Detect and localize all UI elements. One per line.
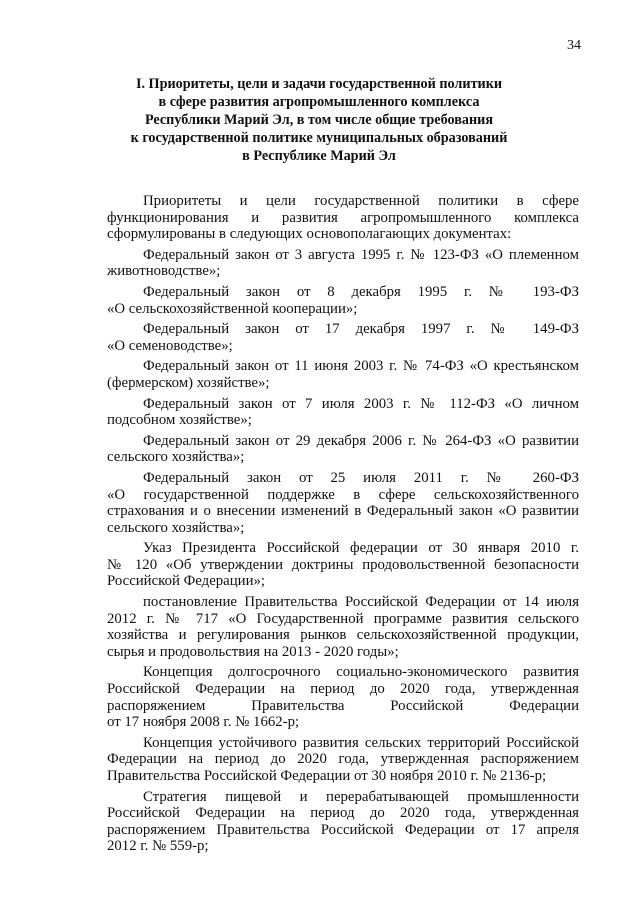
paragraph-line: подсобном хозяйстве»; — [107, 412, 252, 429]
paragraph-line: распоряжением Правительства Российской Федерации от 17 апреля — [107, 821, 579, 838]
paragraph-line: Федеральный закон от 29 декабря 2006 г. № 264-ФЗ «О развитии — [143, 432, 579, 449]
paragraph-line: Приоритеты и цели государственной политики в сфере — [143, 193, 579, 209]
paragraph-line: Федеральный закон от 3 августа 1995 г. № 123-ФЗ «О племенном — [143, 246, 579, 263]
page-number: 34 — [567, 38, 581, 53]
paragraph-line: Федеральный закон от 7 июля 2003 г. № 112-ФЗ «О личном — [143, 395, 579, 412]
paragraph-line: (фермерском) хозяйстве»; — [107, 374, 270, 391]
paragraph-line: от 17 ноября 2008 г. № 1662-р; — [107, 714, 300, 731]
paragraph — [107, 594, 579, 660]
paragraph-line: «О государственной поддержке в сфере сельскохозяйственного — [107, 486, 579, 503]
paragraph-line: «О семеноводстве»; — [107, 337, 233, 354]
paragraph-line: сформулированы в следующих основополагающих документах: — [107, 226, 512, 243]
paragraph-line: Российской Федерации на период до 2020 года, утвержденная — [107, 805, 579, 822]
paragraph — [107, 735, 579, 785]
paragraph-line: Концепция устойчивого развития сельских территорий Российской — [143, 734, 579, 751]
document-body — [107, 193, 579, 855]
paragraph-line: Российской Федерации на период до 2020 года, утвержденная — [107, 681, 579, 698]
paragraph-line: сельского хозяйства»; — [107, 449, 245, 466]
heading-line: Республики Марий Эл, в том числе общие требования — [144, 112, 494, 128]
paragraph-line: № 120 «Об утверждении доктрины продовольственной безопасности — [107, 556, 579, 573]
paragraph-line: страхования и о внесении изменений в Федеральный закон «О развитии — [107, 503, 579, 520]
paragraph-line: 2012 г. № 559-р; — [107, 838, 209, 855]
paragraph-line: «О сельскохозяйственной кооперации»; — [107, 300, 358, 317]
paragraph — [107, 284, 579, 317]
paragraph — [107, 193, 579, 243]
paragraph-line: постановление Правительства Российской Федерации от 14 июля — [143, 594, 579, 611]
heading-line: I. Приоритеты, цели и задачи государственной политики — [135, 76, 503, 92]
paragraph-line: Федеральный закон от 8 декабря 1995 г. № 193-ФЗ — [143, 283, 579, 300]
paragraph-line: распоряжением Правительства Российской Федерации — [107, 697, 579, 714]
section-heading — [90, 75, 548, 165]
heading-line: в Республике Марий Эл — [242, 148, 396, 164]
paragraph-line: Правительства Российской Федерации от 30 ноября 2010 г. № 2136-р; — [107, 768, 547, 784]
heading-line: к государственной политике муниципальных образований — [130, 130, 508, 146]
paragraph — [107, 396, 579, 429]
paragraph-line: Федеральный закон от 25 июля 2011 г. № 260-ФЗ — [143, 469, 579, 486]
paragraph — [107, 789, 579, 855]
paragraph-line: Указ Президента Российской федерации от 30 января 2010 г. — [143, 540, 579, 557]
heading-line: в сфере развития агропромышленного комплекса — [158, 94, 480, 110]
paragraph-line: животноводстве»; — [107, 263, 221, 280]
paragraph-line: хозяйства и регулирования рынков сельскохозяйственной продукции, — [107, 627, 579, 644]
paragraph-line: Стратегия пищевой и перерабатывающей промышленности — [143, 788, 579, 805]
paragraph-line: функционирования и развития агропромышленного комплекса — [107, 209, 579, 226]
paragraph — [107, 470, 579, 536]
paragraph-line: сельского хозяйства»; — [107, 519, 245, 536]
paragraph-line: сырья и продовольствия на 2013 - 2020 годы»; — [107, 643, 399, 660]
paragraph — [107, 664, 579, 730]
paragraph-line: Российской Федерации»; — [107, 573, 266, 590]
paragraph — [107, 247, 579, 280]
paragraph — [107, 358, 579, 391]
paragraph — [107, 540, 579, 590]
paragraph — [107, 433, 579, 466]
paragraph — [107, 321, 579, 354]
paragraph-line: Федерации на период до 2020 года, утвержденная распоряжением — [107, 751, 579, 768]
paragraph-line: Федеральный закон от 17 декабря 1997 г. № 149-ФЗ — [143, 321, 579, 338]
paragraph-line: Концепция долгосрочного социально-экономического развития — [143, 664, 579, 681]
paragraph-line: 2012 г. № 717 «О Государственной программе развития сельского — [107, 610, 579, 627]
paragraph-line: Федеральный закон от 11 июня 2003 г. № 74-ФЗ «О крестьянском — [143, 358, 579, 375]
